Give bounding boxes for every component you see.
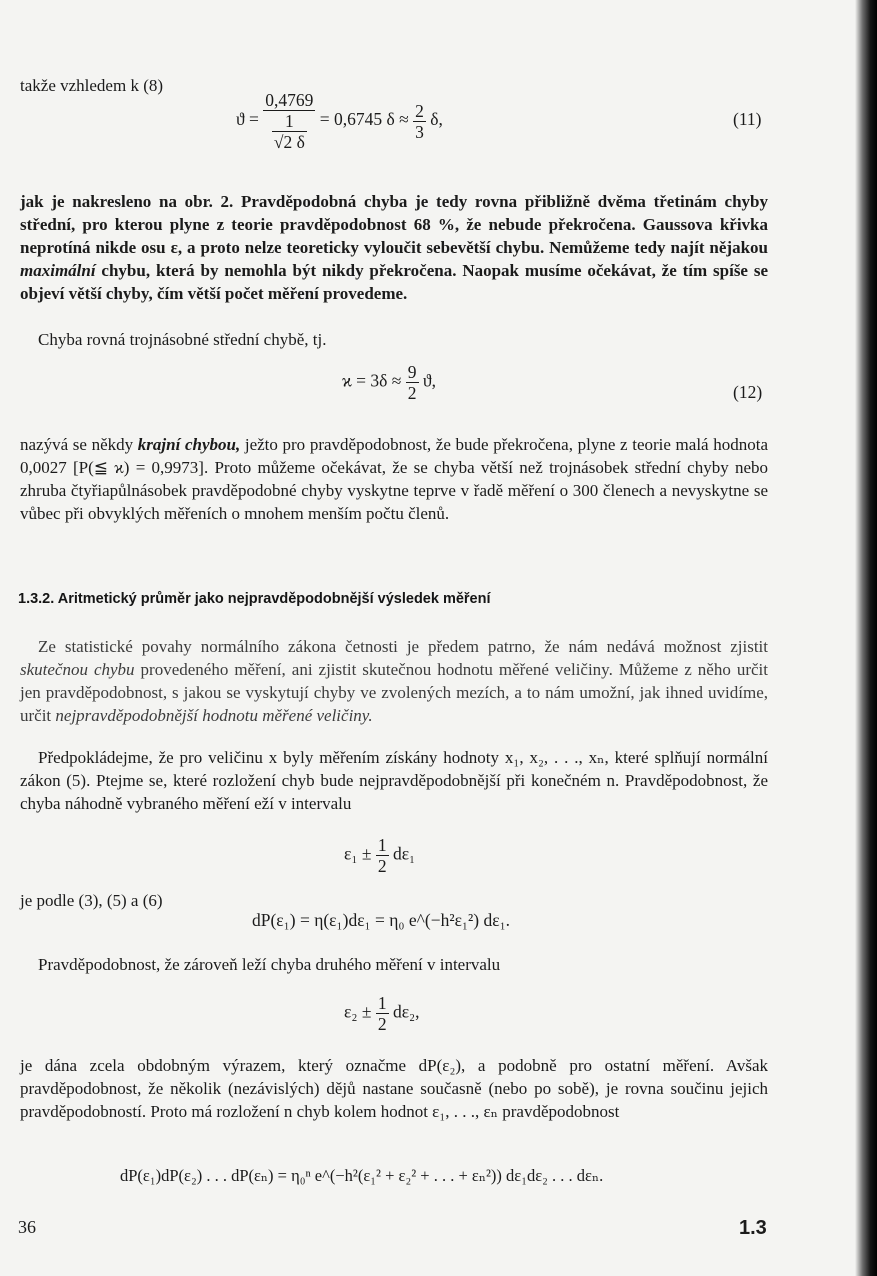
equation-11-number: (11): [733, 109, 762, 129]
page-number: 36: [18, 1217, 36, 1237]
eq12-fraction: $\frac{9}{2}$: [407, 362, 417, 403]
eq11-denominator-fraction: $\frac{1}{√2 \delta}$: [273, 111, 305, 152]
eq11-rhs: = 0,6745 δ ≈: [319, 109, 409, 130]
equation-interval-2: ε₂ ± $\frac{1}{2}$ dε₂,: [344, 993, 420, 1034]
paragraph-statistical-nature: Ze statistické povahy normálního zákona četnosti je předem patrno, že nám nedává možnost zjistit skutečnou chybu provedeného měření, ani zjistit skutečnou hodnotu měřené veličiny. Můžeme z něho určit jen pravděpodobnost, s jakou se vyskytují chyby ve zvolených mezích, a to nám umožní, jak ihned uvidíme, určit nejpravděpodobnější hodnotu měřené veličiny.: [20, 637, 768, 726]
eq11-main-fraction: $\frac{0,4769}{\frac{1}{√2 \delta}}$: [265, 90, 314, 152]
equation-11: ϑ = $\frac{0,4769}{\frac{1}{√2 \delta}}$ = 0,6745 δ ≈ $\frac{2}{3}$ δ,: [236, 90, 443, 152]
equation-12: ϰ = 3δ ≈ $\frac{9}{2}$ ϑ,: [342, 362, 436, 403]
paragraph-triple-error: Chyba rovná trojnásobné střední chybě, tj.: [38, 330, 327, 349]
eq11-two-thirds: $\frac{2}{3}$: [415, 100, 424, 142]
equation-12-number: (12): [733, 382, 763, 402]
equation-dP1: dP(ε₁) = η(ε₁)dε₁ = η₀ e^(−h²ε₁²) dε₁.: [252, 910, 511, 930]
paragraph-analogous-expression: je dána zcela obdobným výrazem, který označme dP(ε₂), a podobně pro ostatní měření. Avšak pravděpodobnost, že několik (nezávislých) dějů nastane současně (nebo po sobě), je rovna součinu jejich pravděpodobností. Proto má rozložení n chyb kolem hodnot ε₁, . . ., εₙ pravděpodobnost: [20, 1056, 768, 1122]
paragraph-second-measurement: Pravděpodobnost, že zároveň leží chyba druhého měření v intervalu: [38, 955, 501, 974]
paragraph-assume-values: Předpokládejme, že pro veličinu x byly měřením získány hodnoty x₁, x₂, . . ., xₙ, které splňují normální zákon (5). Ptejme se, které rozložení chyb bude nejpravděpodobnější při konečném n. Pravděpodobnost, že chyba náhodně vybraného měření eží v intervalu: [20, 748, 768, 814]
paragraph-extreme-error: nazývá se někdy krajní chybou, ježto pro pravděpodobnost, že bude překročena, plyne z teorie malá hodnota 0,0027 [P(≦ ϰ) = 0,9973]. Proto můžeme očekávat, že se chyba větší než trojnásobek střední chyby nebo zhruba čtyřiapůlnásobek pravděpodobné chyby vyskytne teprve v řadě měření o 300 členech a nevyskytne se vůbec při obvyklých měřeních o mnohem menším počtu členů.: [20, 435, 769, 524]
equation-joint-probability: dP(ε₁)dP(ε₂) . . . dP(εₙ) = η₀ⁿ e^(−h²(ε₁² + ε₂² + . . . + εₙ²)) dε₁dε₂ . . . dεₙ.: [120, 1166, 604, 1185]
paragraph-probable-error: jak je nakresleno na obr. 2. Pravděpodobná chyba je tedy rovna přibližně dvěma třetinám chyby střední, pro kterou plyne z teorie pravděpodobnost 68 %, že nebude překročena. Gaussova křivka neprotíná nikde osu ε, a proto nelze teoreticky vyloučit sebevětší chybu. Nemůžeme tedy najít nějakou maximální chybu, která by nemohla být nikdy překročena. Naopak musíme očekávat, že tím spíše se objeví větší chyby, čím větší počet měření provedeme.: [20, 192, 768, 304]
intro-line: takže vzhledem k (8): [20, 76, 164, 95]
chapter-marker: 1.3: [739, 1217, 767, 1239]
section-heading: 1.3.2. Aritmetický průměr jako nejpravděpodobnější výsledek měření: [18, 591, 491, 607]
equation-interval-1: ε₁ ± $\frac{1}{2}$ dε₁: [344, 835, 416, 876]
paragraph-according: je podle (3), (5) a (6): [20, 891, 163, 910]
page-edge-shadow: [855, 0, 877, 1276]
eq11-lhs: ϑ =: [236, 109, 259, 130]
